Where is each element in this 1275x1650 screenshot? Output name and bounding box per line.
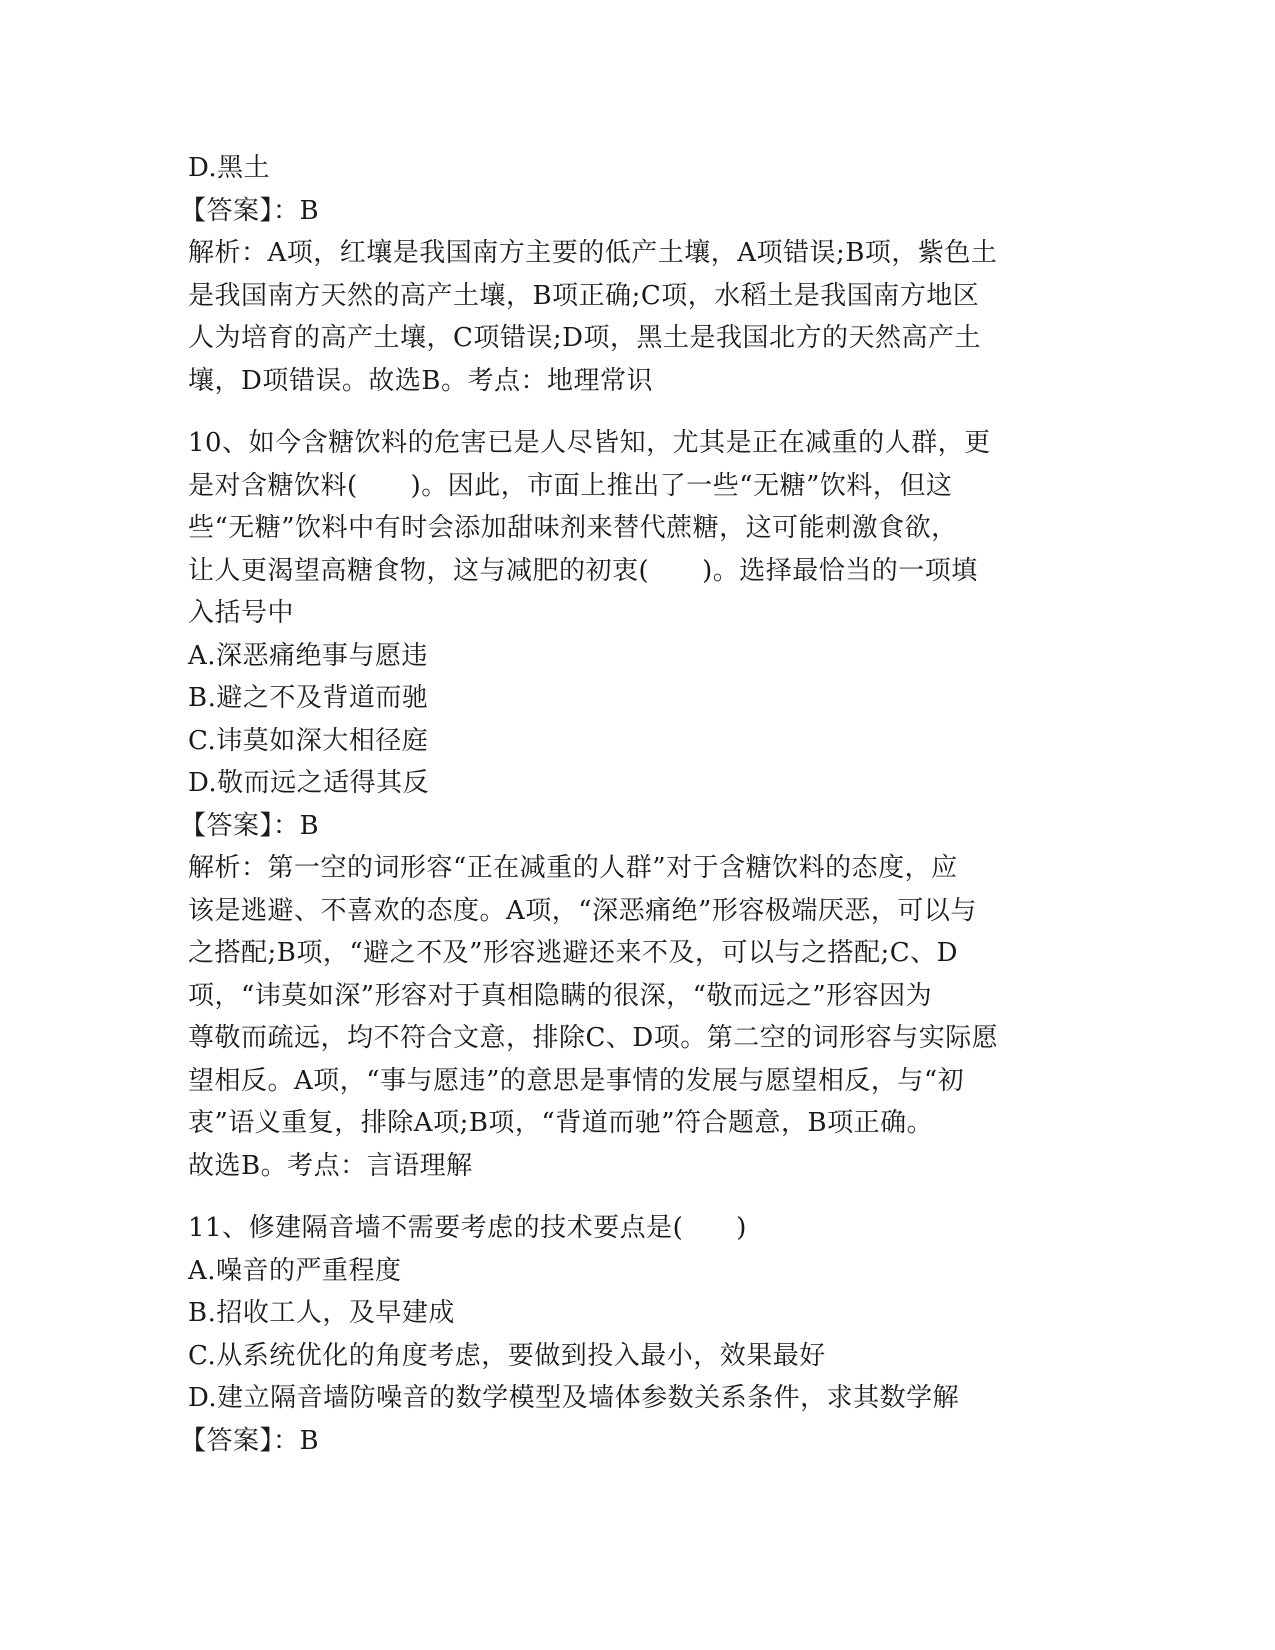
spacer xyxy=(188,402,1095,422)
q10-stem-line: 是对含糖饮料( )。因此，市面上推出了一些“无糖”饮料，但这 xyxy=(188,470,953,501)
q10-stem-line: 10、如今含糖饮料的危害已是人尽皆知，尤其是正在减重的人群，更 xyxy=(188,428,991,458)
q10-stem-line: 些“无糖”饮料中有时会添加甜味剂来替代蔗糖，这可能刺激食欲， xyxy=(188,513,958,543)
q10-analysis-line: 故选B。考点：言语理解 xyxy=(188,1150,473,1181)
q11-option-c: C.从系统优化的角度考虑，要做到投入最小，效果最好 xyxy=(188,1340,826,1371)
q9-option-d: D.黑土 xyxy=(188,153,271,183)
q10-option-d: D.敬而远之适得其反 xyxy=(188,768,430,798)
q9-analysis-line: 人为培育的高产土壤，C项错误;D项，黑土是我国北方的天然高产土 xyxy=(188,323,981,353)
q10-analysis-line: 之搭配;B项，“避之不及”形容逃避还来不及，可以与之搭配;C、D xyxy=(188,938,958,968)
q9-analysis-line: 是我国南方天然的高产土壤，B项正确;C项，水稻土是我国南方地区 xyxy=(188,280,980,311)
q10-option-b: B.避之不及背道而驰 xyxy=(188,683,429,713)
q10-option-c: C.讳莫如深大相径庭 xyxy=(188,725,429,756)
q10-analysis-line: 望相反。A项，“事与愿违”的意思是事情的发展与愿望相反，与“初 xyxy=(188,1065,965,1096)
q11-option-b: B.招收工人，及早建成 xyxy=(188,1298,455,1328)
q11-option-a: A.噪音的严重程度 xyxy=(188,1255,402,1286)
spacer xyxy=(188,1187,1095,1207)
q10-analysis-line: 衷”语义重复，排除A项;B项，“背道而驰”符合题意，B项正确。 xyxy=(188,1108,934,1138)
q10-answer: 【答案】：B xyxy=(180,810,320,841)
q10-analysis-line: 项，“讳莫如深”形容对于真相隐瞒的很深，“敬而远之”形容因为 xyxy=(188,980,933,1011)
q11-answer: 【答案】：B xyxy=(180,1425,320,1456)
q9-answer: 【答案】：B xyxy=(180,195,320,226)
q11-option-d: D.建立隔音墙防噪音的数学模型及墙体参数关系条件，求其数学解 xyxy=(188,1383,960,1413)
q10-analysis-line: 该是逃避、不喜欢的态度。A项，“深恶痛绝”形容极端厌恶，可以与 xyxy=(188,895,977,926)
q10-stem-line: 入括号中 xyxy=(188,598,295,628)
q10-option-a: A.深恶痛绝事与愿违 xyxy=(188,640,429,671)
q10-analysis-line: 解析：第一空的词形容“正在减重的人群”对于含糖饮料的态度，应 xyxy=(188,853,958,883)
q9-analysis-line: 解析：A项，红壤是我国南方主要的低产土壤，A项错误;B项，紫色土 xyxy=(188,238,998,268)
q11-stem: 11、修建隔音墙不需要考虑的技术要点是( ) xyxy=(188,1213,747,1243)
q10-analysis-line: 尊敬而疏远，均不符合文意，排除C、D项。第二空的词形容与实际愿 xyxy=(188,1023,999,1053)
q10-stem-line: 让人更渴望高糖食物，这与减肥的初衷( )。选择最恰当的一项填 xyxy=(188,555,978,586)
q9-analysis-line: 壤，D项错误。故选B。考点：地理常识 xyxy=(188,365,653,396)
